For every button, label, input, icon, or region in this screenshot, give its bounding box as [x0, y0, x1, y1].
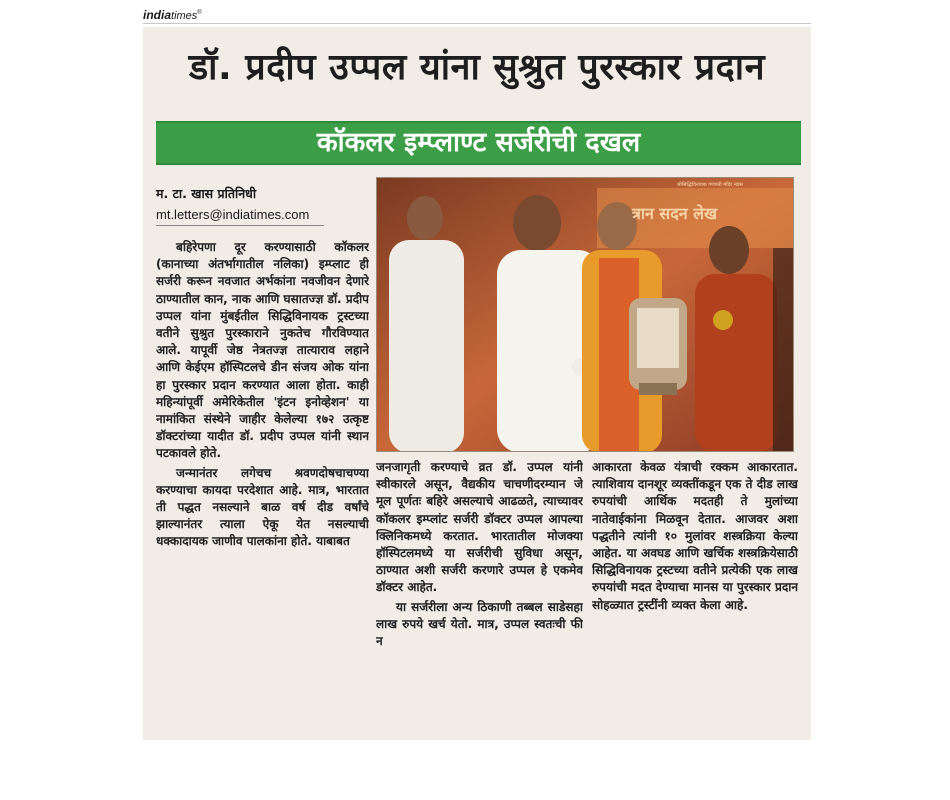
paragraph: बहिरेपणा दूर करण्यासाठी कॉकलर (कानाच्या अंतर्भागातील नलिका) इम्प्लाट ही सर्जरी करून नवजात अर्भकांना नवजीवन देणारे ठाण्यातील कान, नाक आणि घसातज्ज्ञ डॉ. प्रदीप उप्पल यांना मुंबईतील सिद्धिविनायक ट्रस्टच्या वतीने सुश्रुत पुरस्काराने नुकतेच गौरविण्यात आले. यापूर्वी जेष्ठ नेत्रतज्ज्ञ तात्याराव लहाने आणि केईएम हॉस्पिटलचे डीन संजय ओक यांना हा पुरस्कार प्रदान करण्यात आला होता. काही महिन्यांपूर्वी अमेरिकेतील 'इंटन इनोव्हेशन' या नामांकित संस्थेने जाहीर केलेल्या १७२ उत्कृष्ट डॉक्टरांच्या यादीत डॉ. प्रदीप उप्पल यांनी स्थान पटकावले होते. — [156, 240, 369, 461]
paragraph: आकारता केवळ यंत्राची रक्कम आकारतात. त्याशिवाय दानशूर व्यक्तींकडून एक ते दीड लाख रुपयांची आर्थिक मदतही ते मुलांच्या नातेवाईकांना मिळवून देतात. आजवर अशा पद्धतीने त्यांनी १० मुलांवर शस्त्रक्रिया केल्या आहेत. या अवघड आणि खर्चिक शस्त्रक्रियेसाठी सिद्धिविनायक ट्रस्टच्या वतीने प्रत्येकी एक लाख रुपयांची मदत देण्याचा मानस या पुरस्कार प्रदान सोहळ्यात ट्रस्टींनी व्यक्त केला आहे. — [592, 460, 798, 612]
paragraph: जनजागृती करण्याचे व्रत डॉ. उप्पल यांनी स्वीकारले असून, वैद्यकीय चाचणीदरम्यान जे मूल पूर्णतः बहिरे असल्याचे आढळते, त्याच्यावर कॉकलर इम्प्लांट सर्जरी डॉक्टर उप्पल आपल्या क्लिनिकमध्ये करतात. भारतातील मोजक्या हॉस्पिटलमध्ये या सर्जरीची सुविधा असून, ठाण्यात अशी सर्जरी करणारे उप्पल हे एकमेव डॉक्टर आहेत. — [376, 460, 583, 595]
brand-suffix: times — [171, 10, 198, 22]
photo-backdrop-text: त्रान सदन लेख — [632, 204, 718, 223]
byline-email[interactable]: mt.letters@indiatimes.com — [156, 207, 310, 222]
paragraph: जन्मानंतर लगेचच श्रवणदोषचाचण्या करण्याचा कायदा परदेशात आहे. मात्र, भारतात ती पद्धत नसल्याने बाळ वर्ष दीड वर्षांचे झाल्यानंतर त्याला ऐकू येत नसल्याची धक्कादायक जाणीव पालकांना होते. याबाबत — [156, 465, 369, 549]
award-photo — [376, 177, 794, 452]
article-column-1 — [156, 239, 369, 739]
newspaper-clipping — [143, 27, 811, 740]
subheadline-banner — [156, 121, 801, 165]
article-column-3 — [592, 459, 798, 749]
byline-underline — [156, 225, 324, 226]
masthead-rule — [143, 23, 811, 24]
paragraph: या सर्जरीला अन्य ठिकाणी तब्बल साडेसहा लाख रुपये खर्च येतो. मात्र, उप्पल स्वतःची फी न — [376, 599, 583, 649]
registered-mark: ® — [197, 10, 202, 16]
headline: डॉ. प्रदीप उप्पल यांना सुश्रुत पुरस्कार प्रदान — [188, 47, 766, 88]
byline: म. टा. खास प्रतिनिधी — [156, 186, 257, 201]
brand-name: india — [143, 8, 172, 22]
subheadline: कॉकलर इम्प्लाण्ट सर्जरीची दखल — [316, 127, 641, 158]
article-column-2 — [376, 459, 583, 749]
award-ceremony-image — [377, 178, 794, 452]
brand-logo — [143, 8, 202, 22]
photo-banner-tag: श्रीसिद्धिविनायक गणपती मंदिर न्यास — [677, 182, 743, 188]
